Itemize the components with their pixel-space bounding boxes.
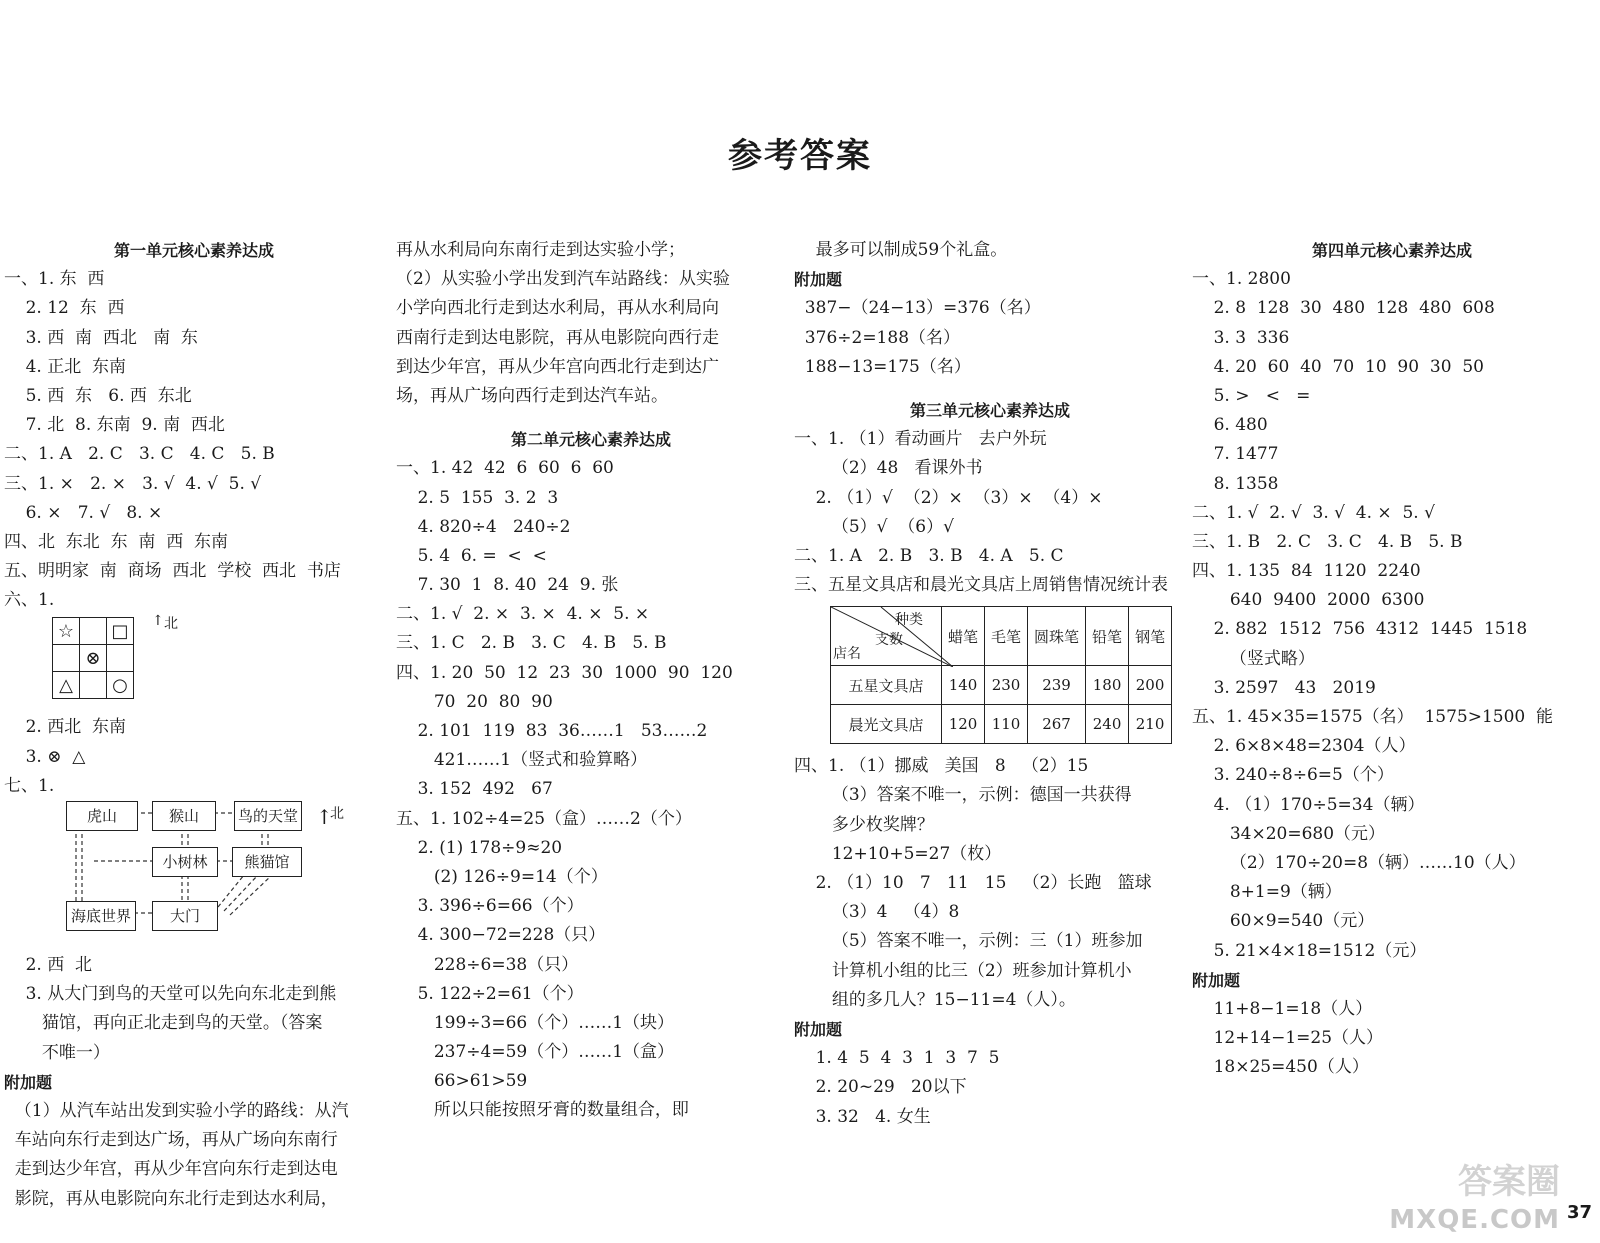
unit-4-heading: 第四单元核心素养达成 [1311, 241, 1472, 260]
table-header: 铅笔 [1086, 607, 1129, 666]
answer-line: 2. 西北 东南 [4, 717, 127, 738]
grid-cell [80, 618, 107, 645]
answer-line: 1. 4 5 4 3 1 3 7 5 [794, 1048, 1000, 1069]
answer-line: 237÷4=59（个）……1（盒） [396, 1042, 675, 1063]
answer-line: （2）48 看课外书 [794, 458, 983, 479]
answer-line: 4. 300−72=228（只） [396, 925, 606, 946]
map-box-bird-paradise: 鸟的天堂 [234, 801, 302, 831]
column-unit-4 [1192, 236, 1592, 1082]
answer-line: 一、1. （1）看动画片 去户外玩 [794, 429, 1047, 450]
answer-line: 6. 480 [1192, 415, 1268, 436]
answer-line: 12+14−1=25（人） [1192, 1028, 1384, 1049]
map-box-grove: 小树林 [152, 847, 218, 877]
north-arrow-icon: ↑ [152, 613, 164, 630]
answer-line: 到达少年宫，再从少年宫向西北行走到达广 [396, 356, 719, 377]
answer-line: （1）从汽车站出发到实验小学的路线：从汽 [4, 1100, 349, 1121]
page-title: 参考答案 [728, 136, 872, 176]
answer-line: 四、1. （1）挪威 美国 8 （2）15 [794, 756, 1089, 777]
answer-line: 2. 882 1512 756 4312 1445 1518 [1192, 619, 1528, 640]
table-header: 圆珠笔 [1028, 607, 1086, 666]
answer-line: 3. 396÷6=66（个） [396, 896, 584, 917]
answer-line: 组的多几人？15−11=4（人）。 [794, 989, 1076, 1010]
answer-line: 影院，再从电影院向东北行走到达水利局， [4, 1188, 338, 1209]
answer-line: 6. × 7. √ 8. × [4, 502, 163, 523]
answer-line: 5. 21×4×18=1512（元） [1192, 940, 1427, 961]
bonus-heading: 附加题 [794, 270, 843, 290]
table-cell: 230 [985, 666, 1028, 705]
answer-line: 34×20=680（元） [1192, 823, 1386, 844]
corner-label-type: 种类 [895, 612, 923, 629]
answer-line: 3. 西 南 西北 南 东 [4, 327, 198, 348]
table-cell: 267 [1028, 705, 1086, 744]
grid-cell: △ [53, 672, 80, 699]
grid-cell: ○ [107, 672, 134, 699]
zoo-map [4, 801, 384, 951]
answer-line: 66>61>59 [396, 1071, 528, 1092]
answer-line: 不唯一） [4, 1042, 110, 1063]
answer-line: 2. 8 128 30 480 128 480 608 [1192, 298, 1495, 319]
answer-line: (2) 126÷9=14（个） [396, 866, 608, 887]
answer-line: 3. 从大门到鸟的天堂可以先向东北走到熊 [4, 984, 337, 1005]
answer-line: 三、1. × 2. × 3. √ 4. √ 5. √ [4, 473, 262, 494]
grid-cell: ⊗ [80, 645, 107, 672]
answer-line: 188−13=175（名） [794, 356, 971, 377]
answer-line: 三、1. C 2. B 3. C 4. B 5. B [396, 633, 667, 654]
table-cell: 239 [1028, 666, 1086, 705]
store-name: 晨光文具店 [831, 705, 942, 744]
answer-line: 3. 32 4. 女生 [794, 1106, 931, 1127]
answer-line: 640 9400 2000 6300 [1192, 590, 1425, 611]
answer-line: 8+1=9（辆） [1192, 882, 1342, 903]
answer-line: 7. 1477 [1192, 444, 1279, 465]
bonus-heading: 附加题 [4, 1072, 53, 1092]
column-unit-1 [4, 236, 384, 1214]
answer-line: 三、1. B 2. C 3. C 4. B 5. B [1192, 531, 1463, 552]
answer-line: 多少枚奖牌？ [794, 814, 934, 835]
answer-line: 12+10+5=27（枚） [794, 843, 1002, 864]
corner-label-count: 支数 [875, 632, 903, 649]
answer-line: 再从水利局向东南行走到达实验小学； [396, 240, 685, 260]
answer-line: 二、1. A 2. B 3. B 4. A 5. C [794, 545, 1064, 566]
answer-line: 421……1（竖式和验算略） [396, 750, 648, 771]
map-box-ocean-world: 海底世界 [66, 901, 136, 931]
column-unit-2 [396, 236, 786, 1126]
answer-line: 5. > < = [1192, 385, 1311, 406]
answer-line: 六、1. [4, 590, 55, 611]
answer-line: 60×9=540（元） [1192, 911, 1375, 932]
map-north-label: 北 [330, 806, 344, 822]
table-corner [831, 607, 942, 666]
answer-line: 五、明明家 南 商场 西北 学校 西北 书店 [4, 561, 341, 582]
watermark: MXQE.COM [1389, 1205, 1560, 1235]
north-arrow-icon: ↑ [316, 805, 333, 829]
bonus-heading: 附加题 [794, 1019, 843, 1039]
answer-line: 387−（24−13）=376（名） [794, 298, 1041, 319]
answer-line: （2）从实验小学出发到汽车站路线：从实验 [396, 269, 730, 290]
table-header: 毛笔 [985, 607, 1028, 666]
answer-line: 8. 1358 [1192, 473, 1279, 494]
answer-line: 4. 20 60 40 70 10 90 30 50 [1192, 356, 1484, 377]
answer-line: 18×25=450（人） [1192, 1057, 1369, 1078]
symbol-grid-area [4, 613, 384, 713]
answer-line: 2. 6×8×48=2304（人） [1192, 736, 1416, 757]
answer-line: 5. 4 6. = < < [396, 545, 547, 566]
answer-line: 一、1. 东 西 [4, 269, 105, 290]
watermark-logo: 答案圈 [1458, 1162, 1560, 1202]
answer-line: 西南行走到达电影院，再从电影院向西行走 [396, 327, 719, 348]
answer-line: 猫馆，再向正北走到鸟的天堂。（答案 [4, 1013, 323, 1034]
answer-line: 一、1. 42 42 6 60 6 60 [396, 458, 614, 479]
symbol-grid [52, 617, 134, 699]
answer-line: 5. 122÷2=61（个） [396, 983, 584, 1004]
answer-line: 2. 20~29 20以下 [794, 1077, 967, 1098]
north-label: 北 [164, 616, 178, 633]
table-cell: 210 [1129, 705, 1172, 744]
grid-cell: ☆ [53, 618, 80, 645]
answer-line: 3. 2597 43 2019 [1192, 677, 1376, 698]
corner-label-store: 店名 [833, 646, 861, 663]
answer-line: 2. （1）10 7 11 15 （2）长跑 篮球 [794, 873, 1152, 893]
answer-line: 五、1. 102÷4=25（盒）……2（个） [396, 808, 692, 829]
answer-line: 一、1. 2800 [1192, 269, 1291, 290]
answer-line: 70 20 80 90 [396, 691, 553, 712]
answer-line: 最多可以制成59个礼盒。 [794, 240, 1008, 260]
answer-line: 七、1. [4, 775, 55, 796]
answer-line: 3. ⊗ △ [4, 746, 86, 767]
map-box-monkey-hill: 猴山 [152, 801, 216, 831]
grid-cell [107, 645, 134, 672]
unit-1-heading: 第一单元核心素养达成 [113, 241, 274, 260]
answer-line: 二、1. A 2. C 3. C 4. C 5. B [4, 444, 275, 465]
answer-line: 199÷3=66（个）……1（块） [396, 1012, 675, 1033]
answer-line: 四、北 东北 东 南 西 东南 [4, 531, 229, 552]
answer-line: （2）170÷20=8（辆）……10（人） [1192, 852, 1526, 873]
store-name: 五星文具店 [831, 666, 942, 705]
answer-line: 228÷6=38（只） [396, 954, 579, 975]
answer-line: 四、1. 135 84 1120 2240 [1192, 561, 1421, 582]
answer-line: 所以只能按照牙膏的数量组合，即 [396, 1100, 689, 1121]
table-cell: 180 [1086, 666, 1129, 705]
map-box-tiger-hill: 虎山 [66, 801, 138, 831]
answer-line: 走到达少年宫，再从少年宫向东行走到达电 [4, 1159, 338, 1180]
answer-line: 376÷2=188（名） [794, 327, 961, 348]
answer-line: 二、1. √ 2. × 3. × 4. × 5. × [396, 604, 650, 625]
grid-cell [80, 672, 107, 699]
grid-cell: □ [107, 618, 134, 645]
answer-line: 2. (1) 178÷9≈20 [396, 837, 563, 858]
answer-line: 2. （1）√ （2）× （3）× （4）× [794, 487, 1103, 508]
answer-line: 小学向西北行走到达水利局，再从水利局向 [396, 298, 719, 319]
table-header: 钢笔 [1129, 607, 1172, 666]
answer-line: 7. 北 8. 东南 9. 南 西北 [4, 415, 225, 436]
unit-3-heading: 第三单元核心素养达成 [909, 400, 1070, 420]
map-box-gate: 大门 [152, 901, 218, 931]
answer-line: 3. 3 336 [1192, 327, 1290, 348]
answer-line: 2. 101 119 83 36……1 53……2 [396, 721, 708, 741]
table-row [831, 666, 1172, 705]
answer-line: 11+8−1=18（人） [1192, 998, 1373, 1019]
table-cell: 240 [1086, 705, 1129, 744]
answer-line: 2. 西 北 [4, 955, 93, 975]
table-cell: 200 [1129, 666, 1172, 705]
sales-table [830, 606, 1172, 744]
table-header: 蜡笔 [942, 607, 985, 666]
unit-2-heading: 第二单元核心素养达成 [510, 430, 671, 450]
answer-line: 三、五星文具店和晨光文具店上周销售情况统计表 [794, 575, 1168, 596]
answer-line: （5）答案不唯一，示例：三（1）班参加 [794, 931, 1143, 952]
answer-line: 2. 5 155 3. 2 3 [396, 487, 559, 508]
answer-line: 计算机小组的比三（2）班参加计算机小 [794, 960, 1132, 981]
answer-line: 五、1. 45×35=1575（名） 1575>1500 能 [1192, 707, 1554, 727]
answer-line: （竖式略） [1192, 648, 1315, 669]
answer-line: （3）答案不唯一，示例：德国一共获得 [794, 785, 1132, 806]
table-row [831, 705, 1172, 744]
table-cell: 110 [985, 705, 1028, 744]
map-box-panda-hall: 熊猫馆 [232, 847, 302, 877]
answer-line: 3. 152 492 67 [396, 779, 553, 800]
answer-line: 4. （1）170÷5=34（辆） [1192, 794, 1425, 815]
answer-line: 3. 240÷8÷6=5（个） [1192, 765, 1394, 786]
answer-line: （3）4 （4）8 [794, 902, 960, 923]
answer-line: 4. 820÷4 240÷2 [396, 516, 571, 537]
table-cell: 120 [942, 705, 985, 744]
answer-line: 4. 正北 东南 [4, 356, 127, 377]
table-cell: 140 [942, 666, 985, 705]
answer-line: 7. 30 1 8. 40 24 9. 张 [396, 575, 619, 596]
grid-cell [53, 645, 80, 672]
answer-line: 5. 西 东 6. 西 东北 [4, 385, 192, 406]
page-number: 37 [1566, 1202, 1592, 1223]
answer-line: 二、1. √ 2. √ 3. √ 4. × 5. √ [1192, 502, 1435, 523]
bonus-heading: 附加题 [1192, 970, 1241, 990]
answer-line: 2. 12 东 西 [4, 298, 125, 319]
answer-line: 场，再从广场向西行走到达汽车站。 [396, 385, 668, 406]
column-unit-3 [794, 236, 1186, 1132]
answer-line: 四、1. 20 50 12 23 30 1000 90 120 [396, 662, 733, 683]
answer-line: （5）√ （6）√ [794, 516, 954, 537]
answer-line: 车站向东行走到达广场，再从广场向东南行 [4, 1130, 338, 1151]
